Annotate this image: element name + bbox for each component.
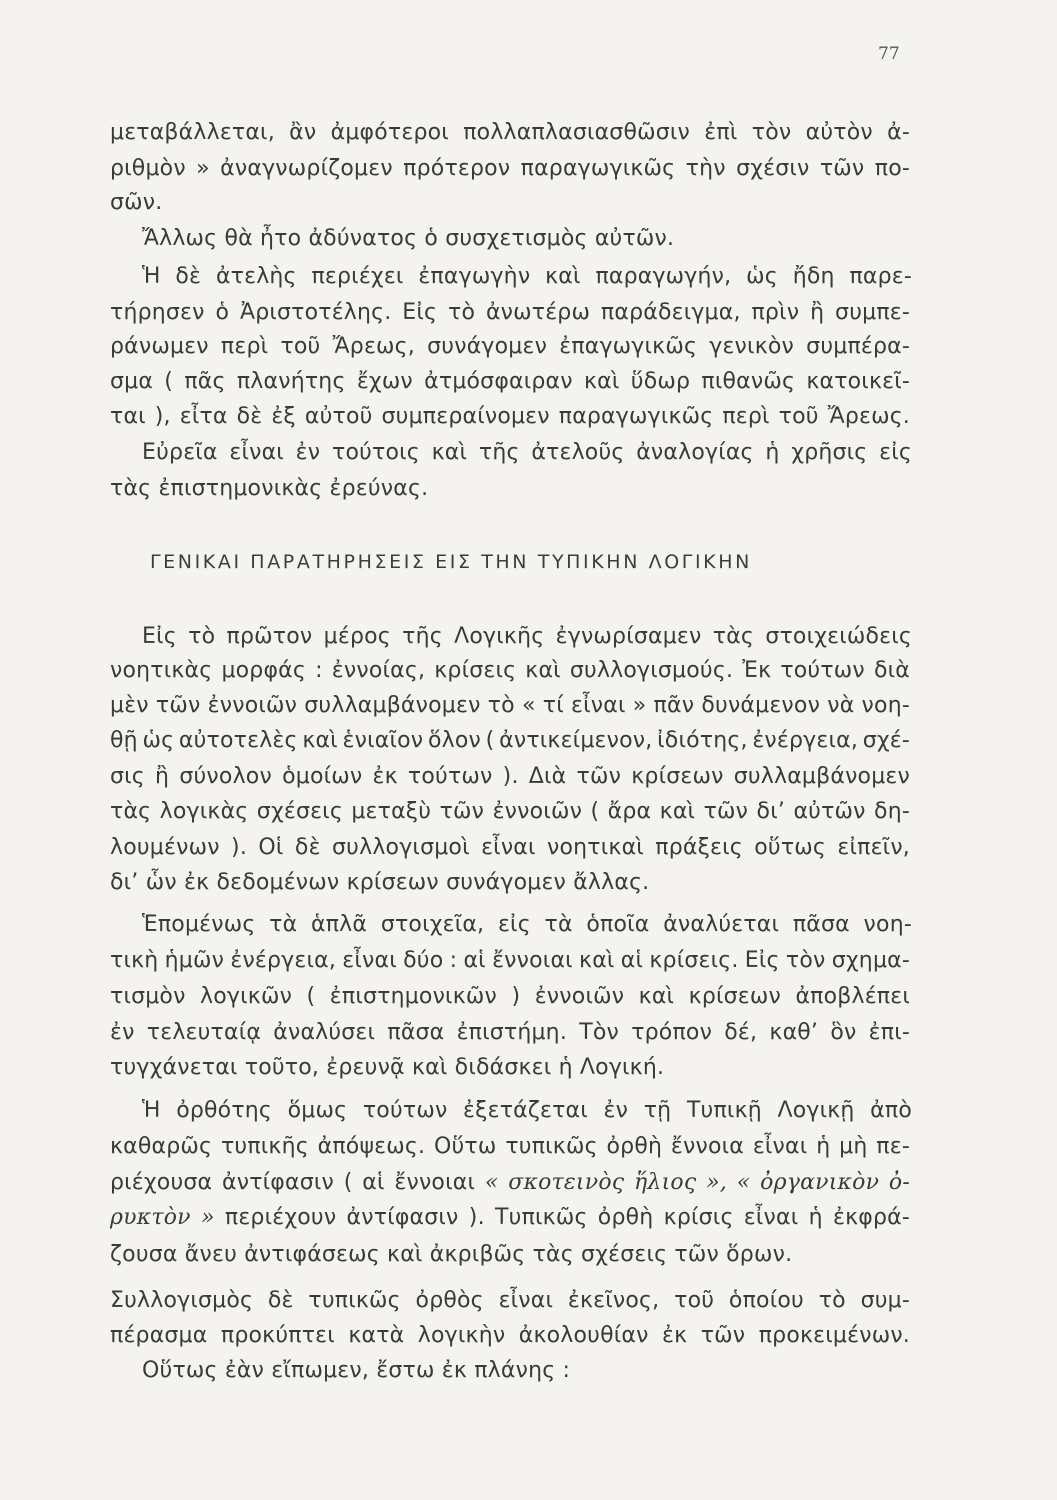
text-line: [110, 950, 910, 972]
text-run: Οὕτως ἐὰν εἴπωμεν, ἔστω ἐκ πλάνης :: [142, 1358, 571, 1383]
text-run: Εὐρεῖα εἶναι ἐν τούτοις καὶ τῆς ἀτελοῦς ἀναλογίας ἡ χρῆσις εἰς: [142, 440, 912, 465]
text-run: ράνωμεν περὶ τοῦ Ἄρεως, συνάγομεν ἐπαγωγικῶς γενικὸν συμπέρα-: [110, 334, 910, 359]
text-run: σῶν.: [110, 190, 163, 215]
text-line: [110, 1290, 910, 1312]
text-line: [142, 1100, 912, 1122]
text-run: νοητικὰς μορφάς : ἐννοίας, κρίσεις καὶ συλλογισμούς. Ἐκ τούτων διὰ: [110, 658, 910, 683]
text-run: ἐν τελευταίᾳ ἀναλύσει πᾶσα ἐπιστήμη. Τὸν τρόπον δέ, καθ’ ὃν ἐπι-: [110, 1020, 910, 1045]
text-line: [110, 1325, 910, 1347]
text-line: [110, 986, 910, 1008]
text-line: [110, 158, 910, 180]
text-line: [110, 1136, 910, 1158]
text-run: τυγχάνεται τοῦτο, ἐρευνᾷ καὶ διδάσκει ἡ Λογική.: [110, 1055, 665, 1080]
text-line: [110, 660, 910, 682]
text-run: ται ), εἶτα δὲ ἐξ αὐτοῦ συμπεραίνομεν παραγωγικῶς περὶ τοῦ Ἄρεως.: [110, 404, 910, 429]
text-line: [142, 228, 674, 250]
text-run: Ἡ δὲ ἀτελὴς περιέχει ἐπαγωγὴν καὶ παραγωγήν, ὡς ἤδη παρε-: [142, 264, 912, 289]
text-line: [110, 801, 910, 823]
text-run: μὲν τῶν ἐννοιῶν συλλαμβάνομεν τὸ « τί εἶναι » πᾶν δυνάμενον νὰ νοη-: [110, 693, 910, 718]
text-run: Ἡ ὀρθότης ὅμως τούτων ἐξετάζεται ἐν τῇ Τυπικῇ Λογικῇ ἀπὸ: [142, 1098, 912, 1123]
text-run: λουμένων ). Οἱ δὲ συλλογισμοὶ εἶναι νοητικαὶ πράξεις οὕτως εἰπεῖν,: [110, 835, 910, 860]
text-run: τὰς ἐπιστημονικὰς ἐρεύνας.: [110, 476, 429, 501]
text-line: [110, 1172, 910, 1194]
text-line: [110, 730, 910, 752]
text-line: [142, 442, 912, 464]
text-line: [110, 371, 910, 393]
text-line: [110, 766, 910, 788]
text-run: Ἄλλως θὰ ἦτο ἀδύνατος ὁ συσχετισμὸς αὐτῶν.: [142, 226, 675, 251]
text-run: μεταβάλλεται, ἂν ἀμφότεροι πολλαπλασιασθῶσιν ἐπὶ τὸν αὐτὸν ἀ-: [110, 120, 910, 145]
text-run: σμα ( πᾶς πλανήτης ἔχων ἀτμόσφαιραν καὶ ὕδωρ πιθανῶς κατοικεῖ-: [110, 369, 910, 394]
text-run: τικὴ ἡμῶν ἐνέργεια, εἶναι δύο : αἱ ἔννοιαι καὶ αἱ κρίσεις. Εἰς τὸν σχημα-: [110, 948, 910, 973]
text-run: ριθμὸν » ἀναγνωρίζομεν πρότερον παραγωγικῶς τὴν σχέσιν τῶν πο-: [110, 156, 910, 181]
text-run: τὰς λογικὰς σχέσεις μεταξὺ τῶν ἐννοιῶν ( ἄρα καὶ τῶν δι’ αὐτῶν δη-: [110, 799, 910, 824]
text-run: καθαρῶς τυπικῆς ἀπόψεως. Οὕτω τυπικῶς ὀρθὴ ἔννοια εἶναι ἡ μὴ πε-: [110, 1134, 910, 1159]
text-line: [110, 1244, 792, 1266]
text-run: τήρησεν ὁ Ἀριστοτέλης. Εἰς τὸ ἀνωτέρω παράδειγμα, πρὶν ἢ συμπε-: [110, 300, 910, 325]
text-line: [142, 266, 912, 288]
text-line: [110, 837, 910, 859]
text-run: ζουσα ἄνευ ἀντιφάσεως καὶ ἀκριβῶς τὰς σχέσεις τῶν ὅρων.: [110, 1242, 793, 1267]
text-line: [110, 1207, 910, 1229]
text-line: [110, 122, 910, 144]
text-run: δι’ ὧν ἐκ δεδομένων κρίσεων συνάγομεν ἄλλας.: [110, 870, 650, 895]
text-run: τισμὸν λογικῶν ( ἐπιστημονικῶν ) ἐννοιῶν καὶ κρίσεων ἀποβλέπει: [110, 984, 910, 1009]
text-run: πέρασμα προκύπτει κατὰ λογικὴν ἀκολουθίαν ἐκ τῶν προκειμένων.: [110, 1323, 910, 1348]
italic-phrase: ρυκτὸν »: [110, 1205, 215, 1230]
text-line: [142, 914, 912, 936]
text-line: [142, 626, 912, 648]
text-line: [110, 302, 910, 324]
text-line: [142, 1360, 570, 1382]
text-line: [110, 1057, 664, 1079]
text-line: [110, 1022, 910, 1044]
text-line: [110, 336, 910, 358]
text-line: [110, 872, 649, 894]
text-line: [110, 695, 910, 717]
text-line: [110, 192, 162, 214]
text-run: Ἑπομένως τὰ ἁπλᾶ στοιχεῖα, εἰς τὰ ὁποῖα ἀναλύεται πᾶσα νοη-: [142, 912, 912, 937]
text-line: [110, 406, 910, 428]
text-run: Εἰς τὸ πρῶτον μέρος τῆς Λογικῆς ἐγνωρίσαμεν τὰς στοιχειώδεις: [142, 624, 912, 649]
text-run: θῇ ὡς αὐτοτελὲς καὶ ἑνιαῖον ὅλον ( ἀντικείμενον, ἰδιότης, ἐνέργεια, σχέ-: [110, 728, 910, 753]
section-heading: ΓΕΝΙΚΑΙ ΠΑΡΑΤΗΡΗΣΕΙΣ ΕΙΣ ΤΗΝ ΤΥΠΙΚΗΝ ΛΟΓΙΚΗΝ: [150, 551, 752, 573]
text-run: ριέχουσα ἀντίφασιν ( αἱ ἔννοιαι: [110, 1170, 485, 1195]
page-number: 77: [878, 44, 900, 64]
text-run: σις ἢ σύνολον ὁμοίων ἐκ τούτων ). Διὰ τῶν κρίσεων συλλαμβάνομεν: [110, 764, 910, 789]
text-run: Συλλογισμὸς δὲ τυπικῶς ὀρθὸς εἶναι ἐκεῖνος, τοῦ ὁποίου τὸ συμ-: [110, 1288, 910, 1313]
text-line: [110, 478, 428, 500]
text-run: περιέχουν ἀντίφασιν ). Τυπικῶς ὀρθὴ κρίσις εἶναι ἡ ἐκφρά-: [214, 1205, 910, 1230]
italic-phrase: « σκοτεινὸς ἥλιος », « ὀργανικὸν ὀ-: [484, 1170, 910, 1195]
